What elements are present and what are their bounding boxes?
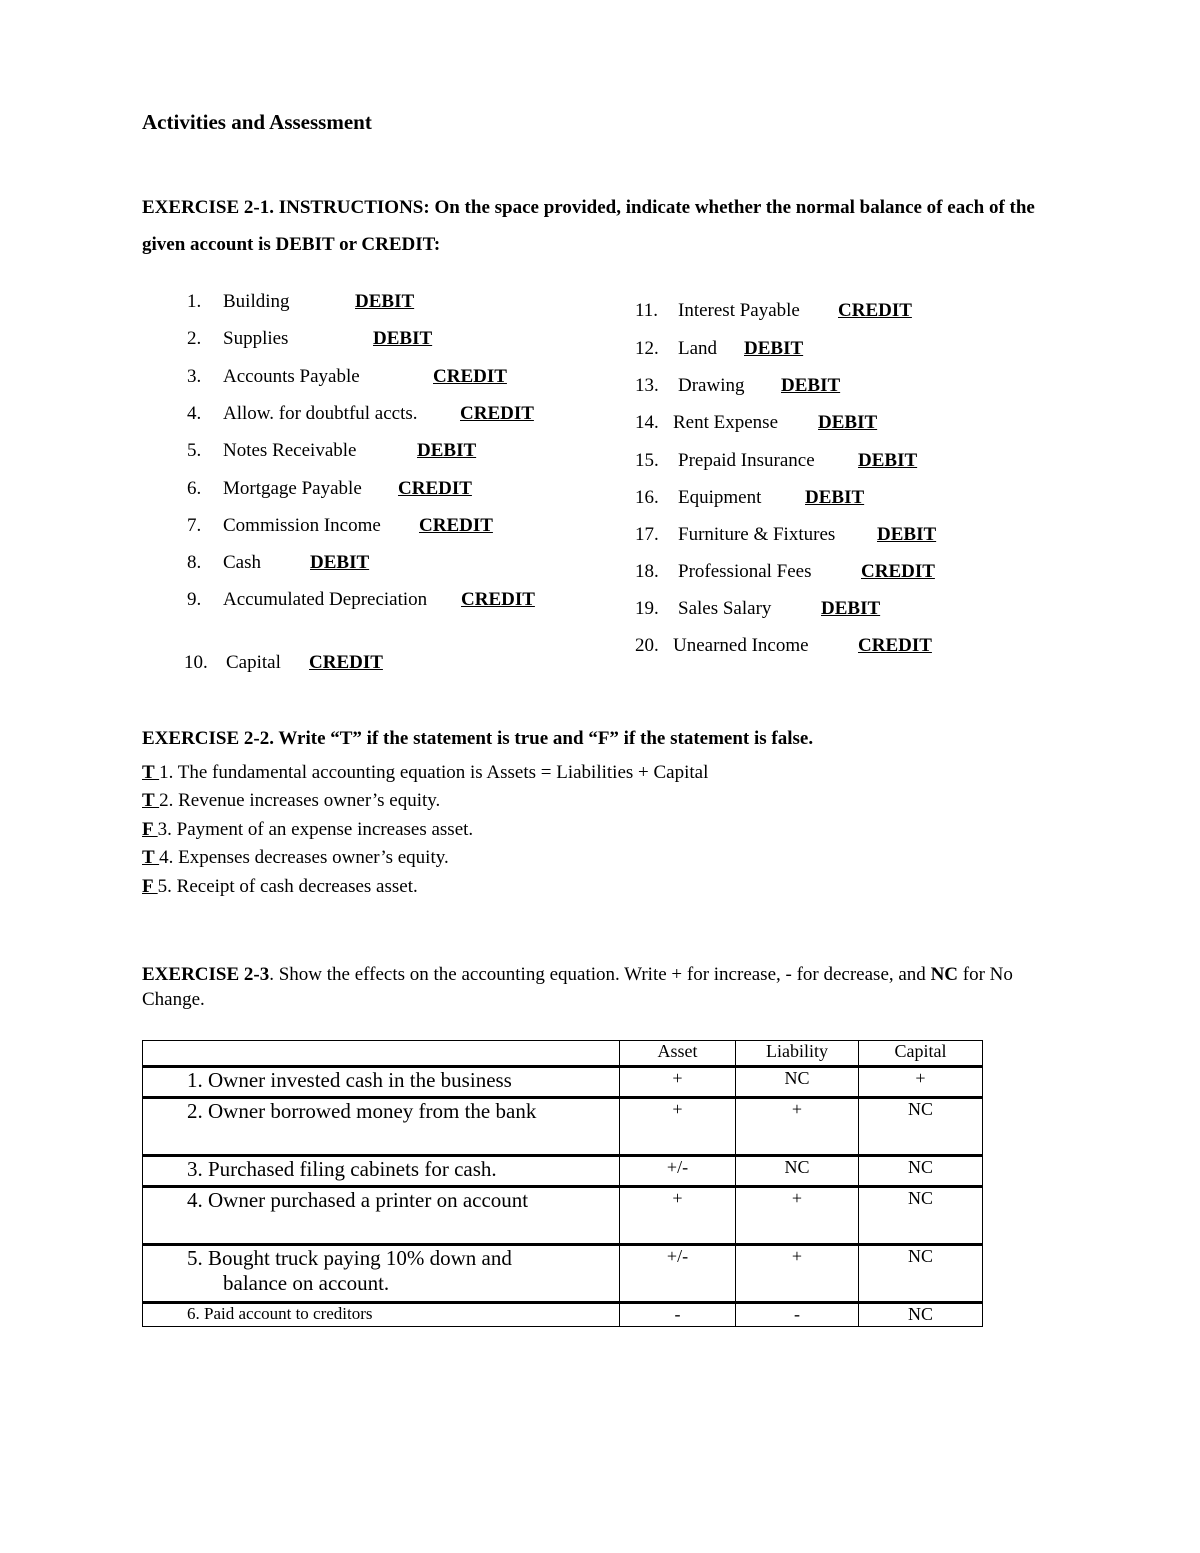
item-number: 16. <box>635 487 659 508</box>
answer: DEBIT <box>355 291 415 312</box>
asset-effect: +/- <box>620 1156 736 1187</box>
answer: CREDIT <box>461 589 535 610</box>
item-number: 13. <box>635 375 659 396</box>
item-number: 11. <box>635 300 659 321</box>
tf-mark: T <box>142 847 160 868</box>
account-name: Rent Expense <box>673 412 779 433</box>
table-row <box>143 1187 983 1245</box>
list-item <box>142 790 440 812</box>
answer: DEBIT <box>858 450 918 471</box>
instruction-text: . Show the effects on the accounting equation. Write + for increase, - for decrease, and <box>269 964 931 985</box>
item-number: 17. <box>635 524 659 545</box>
table-header-blank <box>143 1041 620 1067</box>
item-number: 18. <box>635 561 659 582</box>
account-name: Accounts Payable <box>223 366 360 387</box>
exercise-2-3-heading <box>142 962 1042 1012</box>
table-row <box>143 1303 983 1327</box>
item-number: 19. <box>635 598 659 619</box>
capital-effect: NC <box>859 1098 983 1156</box>
asset-effect: + <box>620 1187 736 1245</box>
transaction-desc-line2: balance on account. <box>223 1271 390 1295</box>
tf-mark: T <box>142 762 160 783</box>
list-item <box>142 819 473 841</box>
instruction-text-end: for No Change. <box>142 964 1013 1010</box>
answer: CREDIT <box>460 403 534 424</box>
statement: 4. Expenses decreases owner’s equity. <box>159 847 449 868</box>
table-row <box>143 1098 983 1156</box>
effects-table <box>142 1040 983 1327</box>
exercise-label: EXERCISE 2-3 <box>142 964 270 985</box>
transaction-desc: 1. Owner invested cash in the business <box>143 1067 620 1098</box>
table-row <box>143 1067 983 1098</box>
statement: 2. Revenue increases owner’s equity. <box>159 790 441 811</box>
account-list-left <box>0 0 1200 700</box>
account-name: Supplies <box>223 328 289 349</box>
list-item <box>142 876 418 898</box>
item-number: 5. <box>187 440 202 461</box>
account-name: Equipment <box>678 487 762 508</box>
list-item <box>142 847 449 869</box>
transaction-desc: 4. Owner purchased a printer on account <box>143 1187 620 1245</box>
account-name: Commission Income <box>223 515 381 536</box>
account-name: Capital <box>226 652 281 673</box>
table-header-capital: Capital <box>859 1041 983 1067</box>
item-number: 2. <box>187 328 202 349</box>
capital-effect: NC <box>859 1245 983 1303</box>
item-number: 6. <box>187 478 202 499</box>
liability-effect: - <box>736 1303 859 1327</box>
answer: CREDIT <box>838 300 912 321</box>
account-name: Notes Receivable <box>223 440 357 461</box>
account-name: Unearned Income <box>673 635 809 656</box>
statement: 5. Receipt of cash decreases asset. <box>157 876 418 897</box>
account-name: Land <box>678 338 718 359</box>
asset-effect: + <box>620 1067 736 1098</box>
exercise-2-1-instructions: EXERCISE 2-1. INSTRUCTIONS: On the space provided, indicate whether the normal balance of each of the given account is DEBIT or CREDIT: <box>142 197 1035 255</box>
answer: CREDIT <box>309 652 383 673</box>
table-header-row <box>143 1041 983 1067</box>
item-number: 8. <box>187 552 202 573</box>
answer: CREDIT <box>858 635 932 656</box>
liability-effect: NC <box>736 1067 859 1098</box>
tf-mark: F <box>142 819 158 840</box>
item-number: 3. <box>187 366 202 387</box>
answer: DEBIT <box>781 375 841 396</box>
account-name: Accumulated Depreciation <box>223 589 428 610</box>
transaction-desc: 3. Purchased filing cabinets for cash. <box>143 1156 620 1187</box>
item-number: 1. <box>187 291 202 312</box>
account-name: Mortgage Payable <box>223 478 362 499</box>
tf-mark: F <box>142 876 158 897</box>
table-row <box>143 1245 983 1303</box>
capital-effect: + <box>859 1067 983 1098</box>
transaction-desc: 6. Paid account to creditors <box>143 1303 620 1327</box>
liability-effect: + <box>736 1187 859 1245</box>
account-name: Interest Payable <box>678 300 800 321</box>
item-number: 9. <box>187 589 202 610</box>
account-name: Furniture & Fixtures <box>678 524 836 545</box>
tf-mark: T <box>142 790 160 811</box>
asset-effect: + <box>620 1098 736 1156</box>
transaction-desc-line1: 5. Bought truck paying 10% down and <box>187 1246 512 1270</box>
account-name: Sales Salary <box>678 598 772 619</box>
answer: CREDIT <box>398 478 472 499</box>
account-name: Professional Fees <box>678 561 812 582</box>
table-header-liability: Liability <box>736 1041 859 1067</box>
answer: DEBIT <box>744 338 804 359</box>
answer: DEBIT <box>417 440 477 461</box>
liability-effect: NC <box>736 1156 859 1187</box>
answer: DEBIT <box>373 328 433 349</box>
item-number: 4. <box>187 403 202 424</box>
account-name: Building <box>223 291 290 312</box>
statement: 3. Payment of an expense increases asset. <box>157 819 474 840</box>
capital-effect: NC <box>859 1156 983 1187</box>
page-title: Activities and Assessment <box>142 110 372 134</box>
answer: CREDIT <box>861 561 935 582</box>
item-number: 10. <box>184 652 208 673</box>
answer: CREDIT <box>419 515 493 536</box>
exercise-2-2-heading: EXERCISE 2-2. Write “T” if the statement is true and “F” if the statement is false. <box>142 728 814 749</box>
account-name: Drawing <box>678 375 745 396</box>
answer: DEBIT <box>310 552 370 573</box>
asset-effect: - <box>620 1303 736 1327</box>
item-number: 12. <box>635 338 659 359</box>
asset-effect: +/- <box>620 1245 736 1303</box>
answer: DEBIT <box>821 598 881 619</box>
item-number: 14. <box>635 412 659 433</box>
account-name: Cash <box>223 552 261 573</box>
list-item <box>142 762 708 784</box>
item-number: 20. <box>635 635 659 656</box>
statement: 1. The fundamental accounting equation is Assets = Liabilities + Capital <box>159 762 709 783</box>
answer: DEBIT <box>877 524 937 545</box>
table-header-asset: Asset <box>620 1041 736 1067</box>
liability-effect: + <box>736 1098 859 1156</box>
item-number: 7. <box>187 515 202 536</box>
transaction-desc <box>143 1245 620 1303</box>
item-number: 15. <box>635 450 659 471</box>
nc-label: NC <box>930 964 959 985</box>
answer: DEBIT <box>805 487 865 508</box>
transaction-desc: 2. Owner borrowed money from the bank <box>143 1098 620 1156</box>
account-name: Prepaid Insurance <box>678 450 815 471</box>
capital-effect: NC <box>859 1187 983 1245</box>
table-row <box>143 1156 983 1187</box>
answer: DEBIT <box>818 412 878 433</box>
capital-effect: NC <box>859 1303 983 1327</box>
liability-effect: + <box>736 1245 859 1303</box>
answer: CREDIT <box>433 366 507 387</box>
account-name: Allow. for doubtful accts. <box>223 403 418 424</box>
